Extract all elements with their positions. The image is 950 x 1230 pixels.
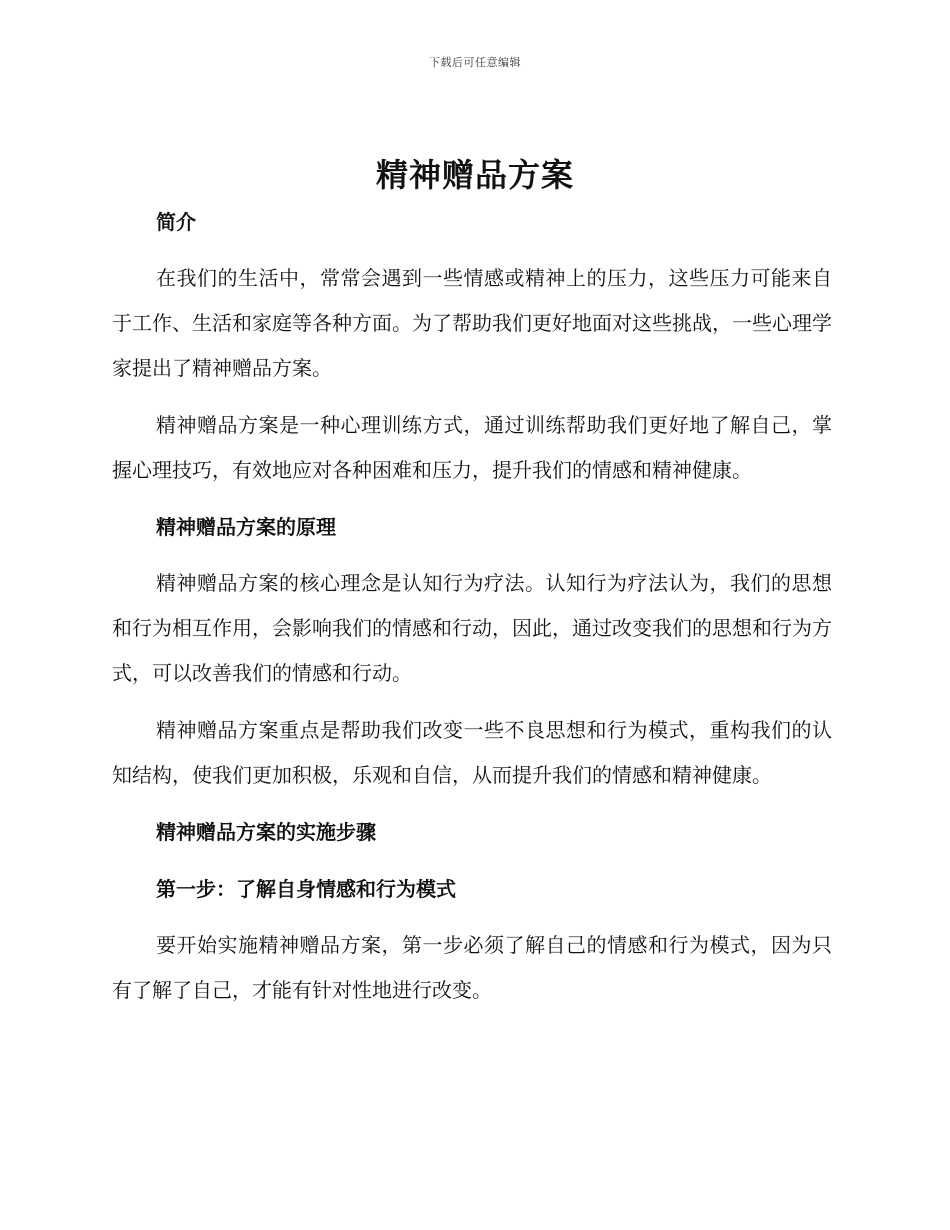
section-heading-steps: 精神赠品方案的实施步骤 (156, 820, 376, 844)
section-heading-principle: 精神赠品方案的原理 (156, 515, 336, 539)
paragraph-intro-2: 精神赠品方案是一种心理训练方式，通过训练帮助我们更好地了解自己，掌握心理技巧，有效地应对各种困难和压力，提升我们的情感和精神健康。 (112, 413, 832, 482)
document-title: 精神赠品方案 (375, 156, 574, 194)
paragraph-step-1: 要开始实施精神赠品方案，第一步必须了解自己的情感和行为模式，因为只有了解了自己，才能有针对性地进行改变。 (112, 933, 832, 1002)
paragraph-intro-1: 在我们的生活中，常常会遇到一些情感或精神上的压力，这些压力可能来自于工作、生活和家庭等各种方面。为了帮助我们更好地面对这些挑战，一些心理学家提出了精神赠品方案。 (112, 266, 832, 380)
document-body (112, 202, 832, 1013)
header-note: 下载后可任意编辑 (429, 56, 521, 69)
section-heading-intro: 简介 (156, 210, 196, 234)
paragraph-principle-1: 精神赠品方案的核心理念是认知行为疗法。认知行为疗法认为，我们的思想和行为相互作用，会影响我们的情感和行动，因此，通过改变我们的思想和行为方式，可以改善我们的情感和行动。 (112, 571, 832, 685)
subheading-step-1: 第一步：了解自身情感和行为模式 (156, 877, 456, 901)
paragraph-principle-2: 精神赠品方案重点是帮助我们改变一些不良思想和行为模式，重构我们的认知结构，使我们更加积极，乐观和自信，从而提升我们的情感和精神健康。 (112, 718, 832, 787)
